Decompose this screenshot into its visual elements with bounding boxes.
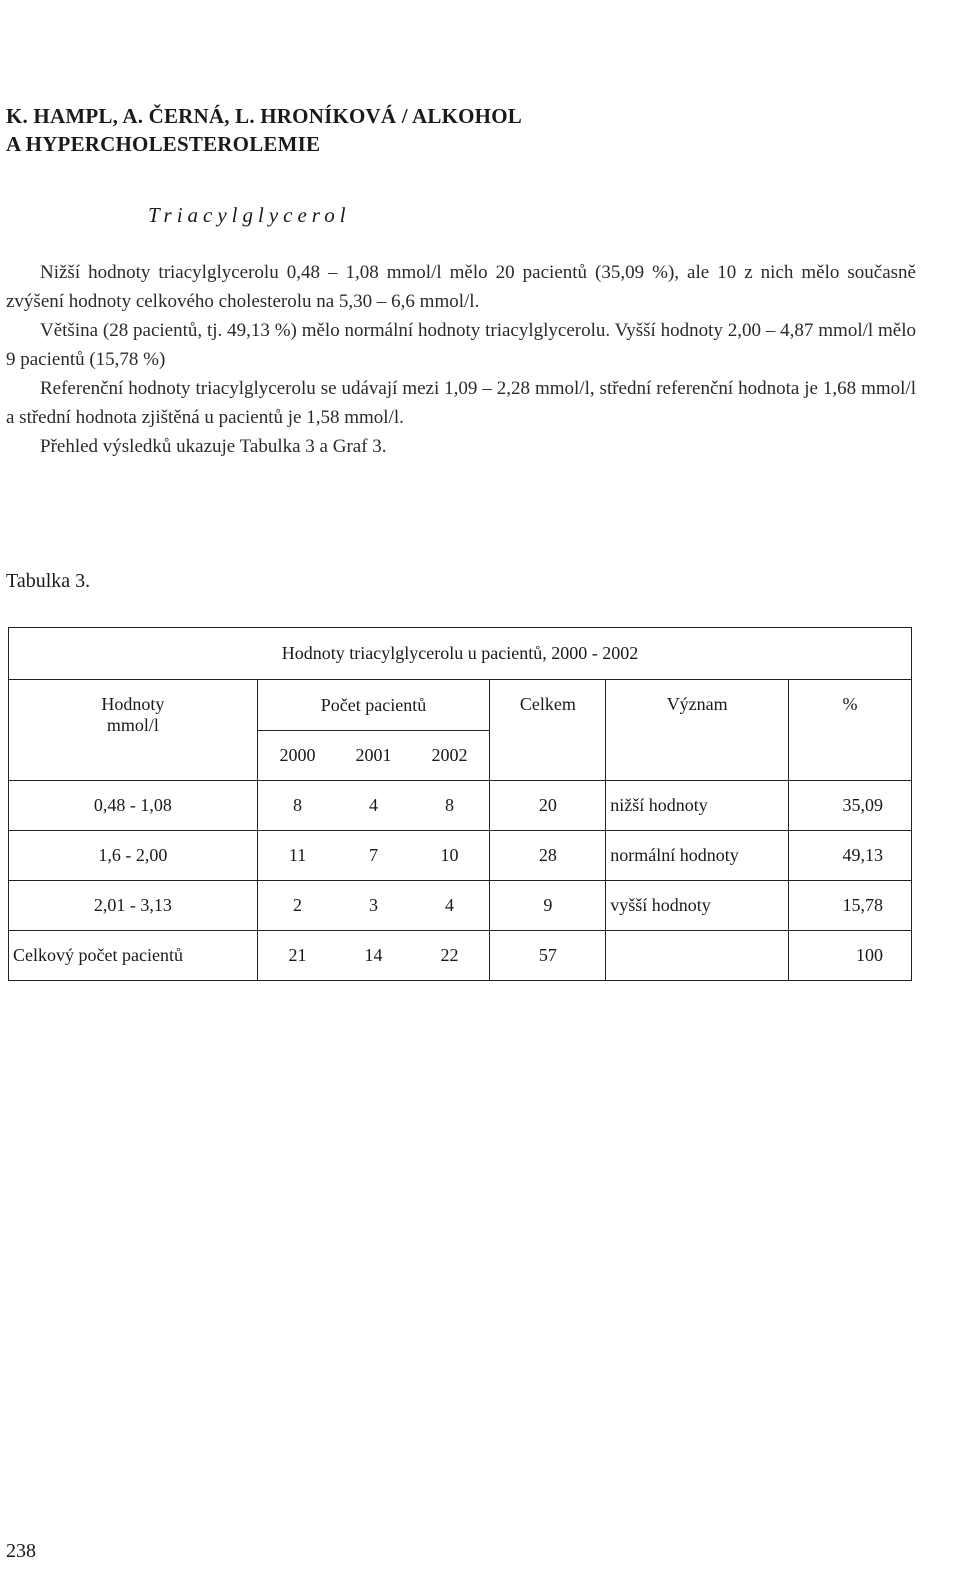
cell-2002: 4 — [445, 895, 455, 915]
header-line-1: K. HAMPL, A. ČERNÁ, L. HRONÍKOVÁ / ALKOHOL — [6, 104, 522, 128]
header-percent: % — [789, 680, 912, 781]
cell-range: Celkový počet pacientů — [9, 931, 258, 981]
cell-2001: 7 — [369, 845, 379, 865]
header-celkem: Celkem — [490, 680, 606, 781]
cell-2001: 4 — [369, 795, 379, 815]
paragraph-3: Referenční hodnoty triacylglycerolu se udávají mezi 1,09 – 2,28 mmol/l, střední referenční hodnota je 1,68 mmol/l a střední hodnota zjištěná u pacientů je 1,58 mmol/l. — [6, 378, 916, 428]
cell-percent: 100 — [789, 931, 912, 981]
data-table — [8, 627, 912, 981]
cell-2002: 8 — [445, 795, 455, 815]
header-hodnoty — [9, 680, 258, 781]
paragraph-4: Přehled výsledků ukazuje Tabulka 3 a Graf 3. — [40, 436, 387, 457]
table-caption: Tabulka 3. — [6, 570, 91, 592]
header-hodnoty-label: Hodnoty — [101, 694, 165, 714]
cell-2000: 2 — [293, 895, 303, 915]
header-vyznam: Význam — [606, 680, 789, 781]
cell-2000: 8 — [293, 795, 303, 815]
running-header — [6, 102, 766, 158]
cell-range: 0,48 - 1,08 — [9, 781, 258, 831]
body-text — [6, 258, 916, 461]
header-year-2000: 2000 — [279, 745, 316, 765]
cell-2000: 21 — [288, 945, 307, 965]
section-title: Triacylglycerol — [148, 203, 351, 227]
cell-meaning — [606, 931, 789, 981]
cell-years — [257, 881, 490, 931]
cell-percent: 35,09 — [789, 781, 912, 831]
cell-2001: 14 — [364, 945, 383, 965]
cell-range: 1,6 - 2,00 — [9, 831, 258, 881]
header-year-2002: 2002 — [431, 745, 468, 765]
cell-range: 2,01 - 3,13 — [9, 881, 258, 931]
cell-meaning: nižší hodnoty — [606, 781, 789, 831]
cell-total: 28 — [490, 831, 606, 881]
cell-years — [257, 831, 490, 881]
cell-2000: 11 — [288, 845, 307, 865]
cell-percent: 49,13 — [789, 831, 912, 881]
paragraph-2: Většina (28 pacientů, tj. 49,13 %) mělo normální hodnoty triacylglycerolu. Vyšší hodnoty 2,00 – 4,87 mmol/l mělo 9 pacientů (15,78 %) — [6, 320, 916, 370]
header-years — [257, 731, 490, 781]
cell-total: 57 — [490, 931, 606, 981]
cell-meaning: vyšší hodnoty — [606, 881, 789, 931]
header-unit: mmol/l — [106, 715, 159, 735]
cell-meaning: normální hodnoty — [606, 831, 789, 881]
table-title: Hodnoty triacylglycerolu u pacientů, 2000 - 2002 — [9, 628, 912, 680]
cell-2002: 22 — [440, 945, 459, 965]
cell-total: 9 — [490, 881, 606, 931]
table-row — [9, 831, 912, 881]
paragraph-1: Nižší hodnoty triacylglycerolu 0,48 – 1,08 mmol/l mělo 20 pacientů (35,09 %), ale 10 z nich mělo současně zvýšení hodnoty celkového cholesterolu na 5,30 – 6,6 mmol/l. — [6, 262, 916, 312]
cell-years — [257, 931, 490, 981]
cell-years — [257, 781, 490, 831]
table-row — [9, 881, 912, 931]
cell-2002: 10 — [440, 845, 459, 865]
header-year-2001: 2001 — [355, 745, 392, 765]
cell-percent: 15,78 — [789, 881, 912, 931]
header-line-2: A HYPERCHOLESTEROLEMIE — [6, 132, 321, 156]
table-row-total — [9, 931, 912, 981]
cell-2001: 3 — [369, 895, 379, 915]
table-row — [9, 781, 912, 831]
header-pocet: Počet pacientů — [257, 680, 490, 731]
page-number: 238 — [6, 1540, 36, 1562]
cell-total: 20 — [490, 781, 606, 831]
